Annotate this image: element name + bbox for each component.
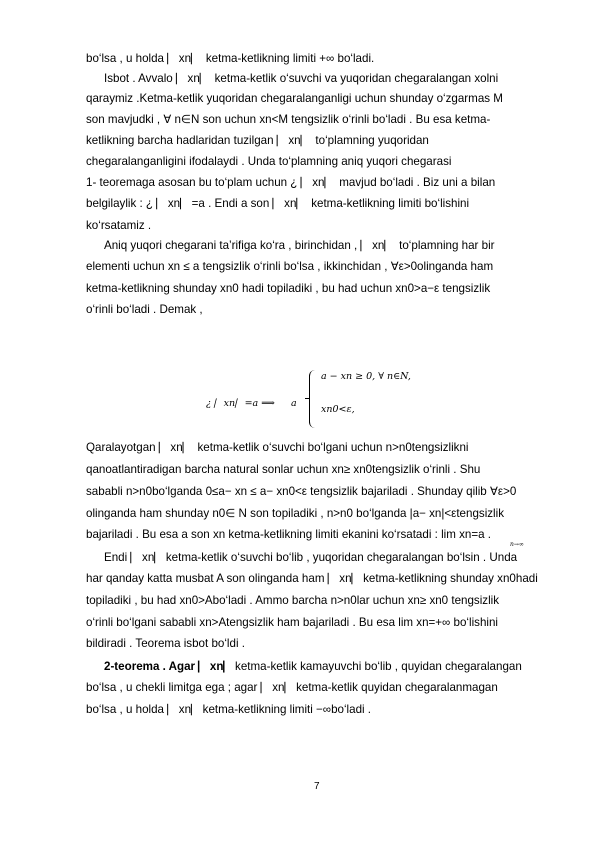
text-line: qaraymiz .Ketma-ketlik yuqoridan chegaralanganligi uchun shunday o‘zgarmas M xyxy=(86,92,503,105)
text-line: bo‘lsa , u holda ⎸xn⎸ketma-ketlikning limiti −∞bo‘ladi . xyxy=(86,703,372,716)
equation-row-2: xn0<ε, xyxy=(321,404,355,415)
equation-left: ¿ ⎸xn⎸=a ⟹ xyxy=(206,398,275,409)
brace-icon xyxy=(309,370,318,428)
text-line: ko‘rsatamiz . xyxy=(86,219,152,232)
text-line: elementi uchun xn ≤ a tengsizlik o‘rinli bo‘lsa , ikkinchidan , ∀ε>0olinganda ham xyxy=(86,260,494,273)
text-line: Aniq yuqori chegarani ta’rifiga ko‘ra , birinchidan , ⎸xn⎸ to‘plamning har bir xyxy=(104,239,495,252)
text-line: qanoatlantiradigan barcha natural sonlar uchun xn≥ xn0tengsizlik o‘rinli . Shu xyxy=(86,463,481,476)
equation-mid: a xyxy=(291,398,297,409)
text-line: har qanday katta musbat A son olinganda ham ⎸xn⎸ketma-ketlikning shunday xn0hadi xyxy=(86,572,538,585)
text-line: o‘rinli bo‘ladi . Demak , xyxy=(86,303,203,316)
text-line: bildiradi . Teorema isbot bo‘ldi . xyxy=(86,637,245,650)
text-line: belgilaylik : ¿ ⎸xn⎸=a . Endi a son ⎸xn⎸ ketma-ketlikning limiti bo‘lishini xyxy=(86,197,470,210)
text-line: bo‘lsa , u holda ⎸xn⎸ ketma-ketlikning limiti +∞ bo‘ladi. xyxy=(86,52,375,65)
text-line: Endi ⎸xn⎸ketma-ketlik o‘suvchi bo‘lib , yuqoridan chegaralangan bo‘lsin . Unda xyxy=(104,551,518,564)
text-line: ketma-ketlik kamayuvchi bo‘lib , quyidan chegaralangan xyxy=(235,660,522,673)
theorem-heading: 2-teorema . Agar ⎸xn⎸ xyxy=(104,660,236,673)
text-line: sababli n>n0bo‘lganda 0≤a− xn ≤ a− xn0<ε tengsizlik bajariladi . Shunday qilib ∀ε>0 xyxy=(86,485,517,498)
text-line: chegaralanganligini ifodalaydi . Unda to‘plamning aniq yuqori chegarasi xyxy=(86,155,452,168)
page-number: 7 xyxy=(314,781,320,792)
text-line: ketma-ketlikning shunday xn0 hadi topiladiki , bu had uchun xn0>a−ε tengsizlik xyxy=(86,282,491,295)
text-line: o‘rinli bo‘lgani sababli xn>Atengsizlik ham bajariladi . Bu esa lim xn=+∞ bo‘lishini xyxy=(86,616,499,629)
text-line: bo‘lsa , u chekli limitga ega ; agar ⎸xn⎸ketma-ketlik quyidan chegaralanmagan xyxy=(86,681,498,694)
equation-row-1: a − xn ≥ 0, ∀ n∈N, xyxy=(321,371,411,382)
theorem-line xyxy=(104,659,522,674)
text-line: olinganda ham shunday n0∈ N son topiladiki , n>n0 bo‘lganda |a− xn|<εtengsizlik xyxy=(86,507,505,520)
lim-subscript: n→∞ xyxy=(510,541,524,548)
text-line: ketlikning barcha hadlaridan tuzilgan ⎸xn⎸ to‘plamning yuqoridan xyxy=(86,134,429,147)
text-line: Isbot . Avvalo ⎸xn⎸ ketma-ketlik o‘suvchi va yuqoridan chegaralangan xolni xyxy=(104,72,499,85)
text-line: topiladiki , bu had xn0>Abo‘ladi . Ammo barcha n>n0lar uchun xn≥ xn0 tengsizlik xyxy=(86,594,500,607)
text-line: bajariladi . Bu esa a son xn ketma-ketlikning limiti ekanini ko‘rsatadi : lim xn=a . xyxy=(86,528,492,541)
text-line: Qaralayotgan ⎸xn⎸ ketma-ketlik o‘suvchi bo‘lgani uchun n>n0tengsizlikni xyxy=(86,441,469,454)
text-line: 1- teoremaga asosan bu to‘plam uchun ¿ ⎸xn⎸ mavjud bo‘ladi . Biz uni a bilan xyxy=(86,176,496,189)
text-line: son mavjudki , ∀ n∈N son uchun xn<M tengsizlik o‘rinli bo‘ladi . Bu esa ketma- xyxy=(86,113,491,126)
